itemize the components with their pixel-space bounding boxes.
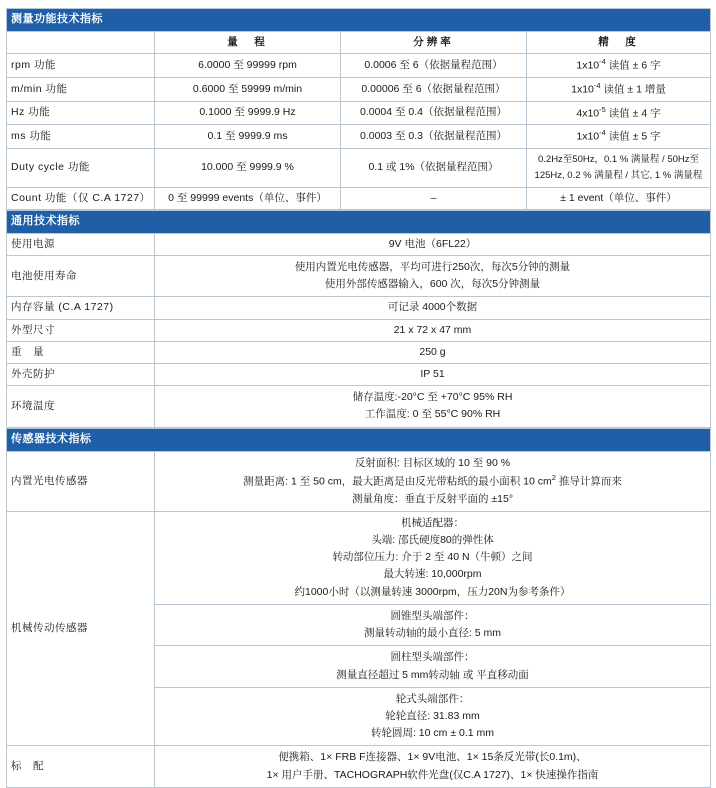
table-row [7,364,711,386]
accuracy-mantissa: 1x10 [576,59,600,72]
accessories-line-2: 1× 用户手册、TACHOGRAPH软件光盘(仅C.A 1727)、1× 快速操作指南 [266,768,599,781]
cylinder-diameter: 测量直径超过 5 mm转动轴 或 平直移动面 [336,668,529,681]
optical-angle: 测量角度：垂直于反射平面的 ±15° [351,492,514,505]
table-row [7,125,711,149]
column-header-blank [7,31,155,53]
row-range-mmin: 0.6000 至 59999 m/min [155,77,341,101]
table-row [7,451,711,511]
adapter-title: 机械适配器： [401,516,464,529]
table-row [7,341,711,363]
row-label-ms: ms 功能 [7,125,155,149]
temperature-storage: 储存温度:-20°C 至 +70°C 95% RH [352,391,513,404]
row-range-hz: 0.1000 至 9999.9 Hz [155,101,341,125]
accuracy-exponent: -4 [599,128,606,138]
optical-reflective-area: 反射面积: 目标区域的 10 至 90 % [354,456,511,469]
section-title-sensor: 传感器技术指标 [7,428,711,451]
row-value-battery-life [155,255,711,296]
column-header-resolution: 分辨率 [341,31,527,53]
accuracy-suffix: 读值 ± 4 字 [605,107,661,120]
accuracy-mantissa: 1x10 [576,130,600,143]
table-row [7,187,711,209]
table-row [7,255,711,296]
wheel-diameter: 轮轮直径: 31.83 mm [385,709,480,722]
table-row [7,101,711,125]
row-label-mmin: m/min 功能 [7,77,155,101]
optical-distance [159,472,706,491]
row-resolution-rpm: 0.0006 至 6（依据量程范围） [341,54,527,78]
row-value-dimensions: 21 x 72 x 47 mm [155,319,711,341]
adapter-lifetime: 约1000小时（以测量转速 3000rpm，压力20N为参考条件） [294,585,571,598]
wheel-title: 轮式头端部件： [395,692,470,705]
row-value-optical-sensor [155,451,711,511]
optical-distance-pre: 测量距离: 1 至 50 cm，最大距离是由反光带粘纸的最小面积 10 cm [243,475,552,488]
row-resolution-mmin: 0.00006 至 6（依据量程范围） [341,77,527,101]
mechanical-group-cone [155,604,710,645]
row-label-ambient-temperature: 环境温度 [7,386,155,427]
accuracy-suffix: 读值 ± 1 增量 [600,83,666,96]
table-row [7,77,711,101]
optical-distance-sup: 2 [551,472,556,482]
row-label-duty-cycle: Duty cycle 功能 [7,149,155,188]
row-label-optical-sensor: 内置光电传感器 [7,451,155,511]
table-row [7,319,711,341]
row-label-memory: 内存容量 (C.A 1727) [7,297,155,319]
temperature-operating: 工作温度: 0 至 55°C 90% RH [364,408,501,421]
accuracy-suffix: 读值 ± 6 字 [605,59,661,72]
section-title-measurement: 测量功能技术指标 [7,9,711,32]
row-value-standard-accessories [155,746,711,787]
row-accuracy-count: ± 1 event（单位、事件） [527,187,711,209]
row-range-duty-cycle: 10.000 至 9999.9 % [155,149,341,188]
row-label-battery-life: 电池使用寿命 [7,255,155,296]
accuracy-suffix: 读值 ± 5 字 [605,130,661,143]
row-value-memory: 可记录 4000个数据 [155,297,711,319]
mechanical-group-adapter [155,512,710,605]
row-value-mechanical-sensor [155,511,711,746]
row-label-ingress-protection: 外壳防护 [7,364,155,386]
row-label-count: Count 功能（仅 C.A 1727） [7,187,155,209]
mechanical-group-wheel [155,687,710,745]
row-value-ambient-temperature [155,386,711,427]
adapter-max-speed: 最大转速: 10,000rpm [383,568,482,581]
section-title-general: 通用技术指标 [7,210,711,233]
row-value-power: 9V 电池（6FL22） [155,233,711,255]
accuracy-exponent: -5 [599,104,606,114]
mechanical-sensor-subtable [155,512,710,746]
accuracy-line-1: 0.2Hz至50Hz，0.1 % 满量程 / 50Hz至 [537,154,700,166]
row-label-dimensions: 外型尺寸 [7,319,155,341]
accuracy-mantissa: 1x10 [571,83,594,96]
general-spec-table [6,210,711,428]
optical-distance-post: 推导计算而来 [555,475,622,488]
sensor-spec-table [6,428,711,788]
row-label-power: 使用电源 [7,233,155,255]
table-row [7,297,711,319]
adapter-pressure: 转动部位压力: 介于 2 至 40 N（牛顿）之间 [332,551,533,564]
table-row [7,511,711,746]
table-row [7,149,711,188]
row-label-weight: 重 量 [7,341,155,363]
adapter-tip: 头端: 邵氏硬度80的弹性体 [371,534,494,546]
section-header-sensor [7,428,711,451]
accuracy-mantissa: 4x10 [576,107,600,120]
row-range-count: 0 至 99999 events（单位、事件） [155,187,341,209]
row-label-rpm: rpm 功能 [7,54,155,78]
measurement-spec-table [6,8,711,210]
section-header-general [7,210,711,233]
cone-title: 圆锥型头端部件： [390,609,475,622]
row-label-mechanical-sensor: 机械传动传感器 [7,511,155,746]
row-accuracy-rpm [527,54,711,78]
measurement-column-headers [7,31,711,53]
row-value-weight: 250 g [155,341,711,363]
column-header-accuracy: 精 度 [527,31,711,53]
table-row [7,746,711,787]
row-accuracy-hz [527,101,711,125]
table-row [7,54,711,78]
row-range-rpm: 6.0000 至 99999 rpm [155,54,341,78]
row-resolution-count: – [341,187,527,209]
row-range-ms: 0.1 至 9999.9 ms [155,125,341,149]
row-resolution-duty-cycle: 0.1 或 1%（依据量程范围） [341,149,527,188]
cone-min-diameter: 测量转动轴的最小直径: 5 mm [363,627,502,640]
wheel-circumference: 转轮圆周: 10 cm ± 0.1 mm [370,727,495,740]
section-header-measurement [7,9,711,32]
row-resolution-ms: 0.0003 至 0.3（依据量程范围） [341,125,527,149]
column-header-range: 量 程 [155,31,341,53]
row-label-standard-accessories: 标 配 [7,746,155,787]
row-value-ingress-protection: IP 51 [155,364,711,386]
battery-life-line-2: 使用外部传感器输入，600 次，每次5分钟测量 [324,278,541,291]
row-accuracy-mmin [527,77,711,101]
row-resolution-hz: 0.0004 至 0.4（依据量程范围） [341,101,527,125]
mechanical-group-cylinder [155,646,710,687]
accuracy-exponent: -4 [599,57,606,67]
table-row [7,233,711,255]
accessories-line-1: 便携箱、1× FRB F连接器、1× 9V电池、1× 15条反光带(长0.1m)、 [278,751,587,764]
accuracy-exponent: -4 [593,80,601,90]
row-label-hz: Hz 功能 [7,101,155,125]
row-accuracy-duty-cycle [527,149,711,188]
accuracy-line-2: 125Hz, 0.2 % 满量程 / 其它, 1 % 满量程 [534,169,703,181]
row-accuracy-ms [527,125,711,149]
cylinder-title: 圆柱型头端部件： [390,651,475,664]
table-row [7,386,711,427]
battery-life-line-1: 使用内置光电传感器，平均可进行250次，每次5分钟的测量 [294,260,571,273]
